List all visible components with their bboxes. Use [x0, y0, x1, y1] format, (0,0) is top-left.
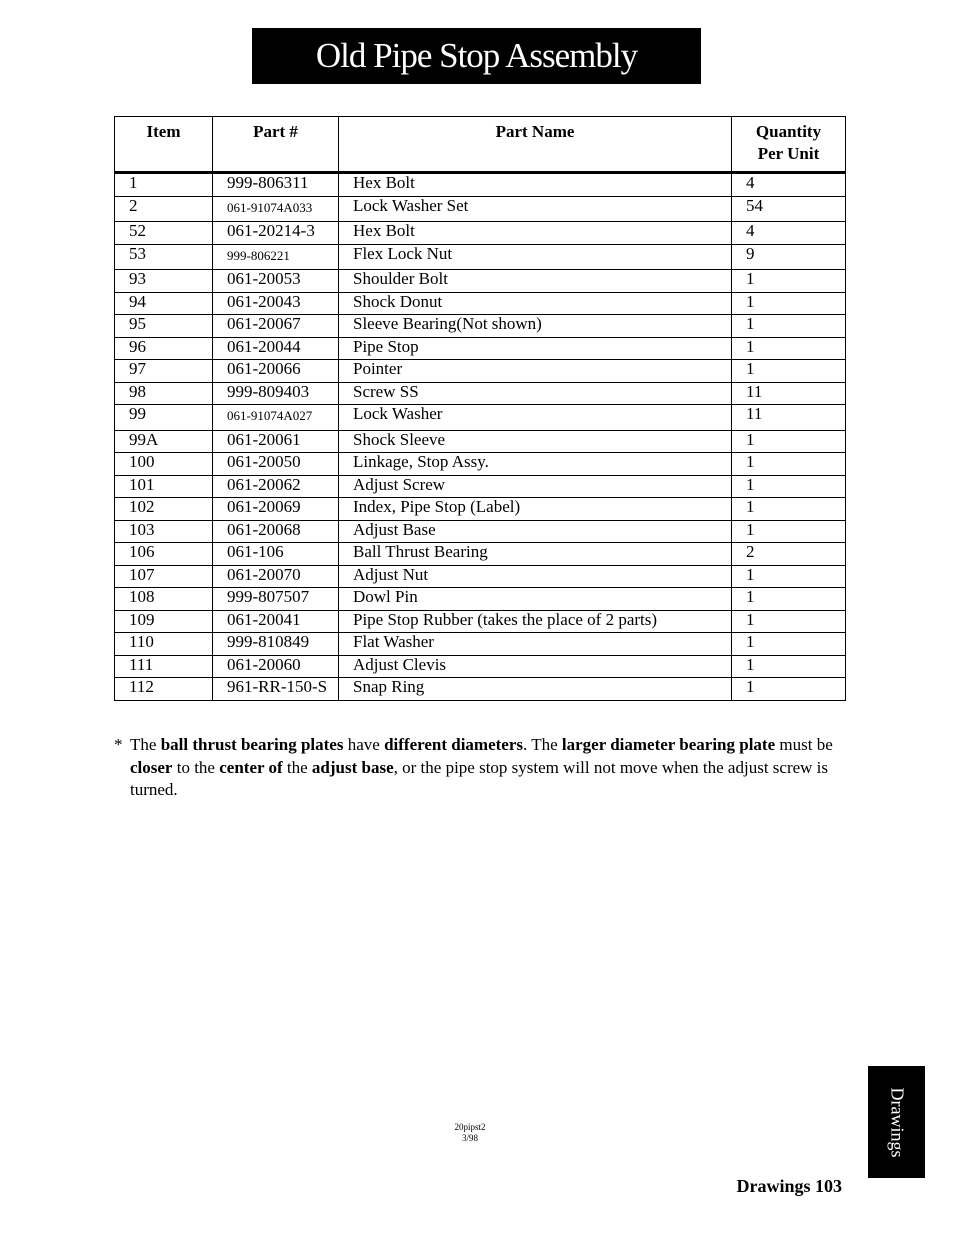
cell-quantity: 1	[732, 588, 846, 611]
table-row	[115, 196, 846, 222]
table-row	[115, 173, 846, 197]
section-tab[interactable]	[868, 1066, 925, 1178]
note-text	[114, 734, 834, 802]
table-row	[115, 678, 846, 701]
cell-part-number: 061-20067	[213, 315, 339, 338]
cell-quantity: 1	[732, 498, 846, 521]
cell-part-number: 061-20060	[213, 655, 339, 678]
cell-item: 95	[115, 315, 213, 338]
header-part-name: Part Name	[339, 117, 732, 173]
cell-item: 96	[115, 337, 213, 360]
cell-item: 101	[115, 475, 213, 498]
cell-part-number: 061-20066	[213, 360, 339, 383]
header-quantity-line1: Quantity	[755, 122, 822, 141]
cell-part-number: 061-20214-3	[213, 222, 339, 245]
table-header-row	[115, 117, 846, 173]
cell-part-name: Lock Washer	[339, 405, 732, 431]
note-emphasis: adjust base	[311, 757, 394, 777]
cell-part-number: 999-810849	[213, 633, 339, 656]
cell-quantity: 1	[732, 337, 846, 360]
cell-quantity: 1	[732, 475, 846, 498]
cell-part-name: Adjust Base	[339, 520, 732, 543]
header-item: Item	[115, 117, 213, 173]
table-row	[115, 430, 846, 453]
cell-part-number: 061-20043	[213, 292, 339, 315]
cell-item: 109	[115, 610, 213, 633]
cell-quantity: 1	[732, 633, 846, 656]
table-row	[115, 405, 846, 431]
note-text-part: the	[282, 757, 312, 777]
table-row	[115, 453, 846, 476]
cell-quantity: 1	[732, 565, 846, 588]
cell-item: 107	[115, 565, 213, 588]
header-part-number: Part #	[213, 117, 339, 173]
cell-quantity: 4	[732, 222, 846, 245]
cell-part-number: 061-20041	[213, 610, 339, 633]
cell-part-name: Adjust Screw	[339, 475, 732, 498]
cell-part-number: 999-809403	[213, 382, 339, 405]
cell-quantity: 1	[732, 430, 846, 453]
cell-part-name: Index, Pipe Stop (Label)	[339, 498, 732, 521]
section-tab-label: Drawings	[887, 1087, 907, 1157]
cell-part-name: Dowl Pin	[339, 588, 732, 611]
note-text-part: , or the pipe stop system will not move when the adjust screw is turned.	[130, 757, 829, 799]
table-row	[115, 360, 846, 383]
header-quantity-line2: Per Unit	[757, 144, 820, 163]
table-row	[115, 270, 846, 293]
note-asterisk: *	[114, 735, 123, 754]
cell-quantity: 54	[732, 196, 846, 222]
assembly-note	[114, 734, 834, 802]
table-row	[115, 244, 846, 270]
cell-part-number: 061-106	[213, 543, 339, 566]
cell-quantity: 1	[732, 655, 846, 678]
cell-part-name: Flex Lock Nut	[339, 244, 732, 270]
cell-quantity: 1	[732, 610, 846, 633]
cell-part-name: Hex Bolt	[339, 173, 732, 197]
cell-item: 1	[115, 173, 213, 197]
cell-part-number: 999-806311	[213, 173, 339, 197]
drawing-code-date: 3/98	[461, 1133, 478, 1143]
note-emphasis: ball thrust bearing plates	[160, 735, 344, 754]
table-row	[115, 222, 846, 245]
cell-part-number: 061-20044	[213, 337, 339, 360]
cell-part-number: 061-20068	[213, 520, 339, 543]
cell-part-name: Flat Washer	[339, 633, 732, 656]
drawing-code	[440, 1122, 500, 1144]
table-row	[115, 543, 846, 566]
note-text-part: The	[130, 735, 161, 754]
cell-item: 106	[115, 543, 213, 566]
cell-item: 102	[115, 498, 213, 521]
cell-part-name: Snap Ring	[339, 678, 732, 701]
cell-part-number: 061-20062	[213, 475, 339, 498]
parts-table	[114, 116, 846, 701]
cell-item: 99A	[115, 430, 213, 453]
cell-part-number: 061-91074A033	[213, 196, 339, 222]
cell-quantity: 1	[732, 360, 846, 383]
cell-item: 99	[115, 405, 213, 431]
cell-item: 53	[115, 244, 213, 270]
cell-part-name: Pipe Stop	[339, 337, 732, 360]
cell-quantity: 11	[732, 405, 846, 431]
table-row	[115, 633, 846, 656]
cell-item: 110	[115, 633, 213, 656]
cell-part-number: 061-20061	[213, 430, 339, 453]
note-emphasis: closer	[130, 757, 173, 777]
cell-quantity: 11	[732, 382, 846, 405]
cell-part-number: 999-806221	[213, 244, 339, 270]
cell-quantity: 1	[732, 292, 846, 315]
cell-item: 111	[115, 655, 213, 678]
table-row	[115, 655, 846, 678]
table-row	[115, 565, 846, 588]
cell-quantity: 4	[732, 173, 846, 197]
table-row	[115, 292, 846, 315]
cell-part-number: 961-RR-150-S	[213, 678, 339, 701]
table-row	[115, 498, 846, 521]
cell-item: 93	[115, 270, 213, 293]
note-text-part: . The	[523, 735, 562, 754]
cell-quantity: 2	[732, 543, 846, 566]
cell-item: 52	[115, 222, 213, 245]
note-text-part: have	[343, 735, 385, 754]
note-emphasis: center of	[219, 757, 283, 777]
cell-part-number: 061-91074A027	[213, 405, 339, 431]
cell-item: 94	[115, 292, 213, 315]
cell-part-name: Shock Sleeve	[339, 430, 732, 453]
cell-part-name: Sleeve Bearing(Not shown)	[339, 315, 732, 338]
cell-item: 103	[115, 520, 213, 543]
cell-part-name: Adjust Nut	[339, 565, 732, 588]
table-row	[115, 382, 846, 405]
cell-item: 112	[115, 678, 213, 701]
note-text-part: to the	[172, 757, 220, 777]
page-title-banner	[252, 28, 701, 84]
cell-quantity: 1	[732, 678, 846, 701]
note-emphasis: larger diameter bearing plate	[561, 735, 776, 754]
drawing-code-id: 20pipst2	[454, 1122, 486, 1132]
table-row	[115, 337, 846, 360]
cell-quantity: 9	[732, 244, 846, 270]
cell-part-name: Pointer	[339, 360, 732, 383]
cell-part-name: Pipe Stop Rubber (takes the place of 2 parts)	[339, 610, 732, 633]
note-emphasis: different diameters	[384, 735, 524, 754]
cell-part-name: Shock Donut	[339, 292, 732, 315]
cell-part-name: Screw SS	[339, 382, 732, 405]
cell-quantity: 1	[732, 315, 846, 338]
page-footer: Drawings 103	[736, 1176, 842, 1196]
page-title: Old Pipe Stop Assembly	[315, 36, 638, 75]
note-text-part: must be	[775, 735, 833, 754]
cell-part-name: Ball Thrust Bearing	[339, 543, 732, 566]
cell-part-number: 061-20070	[213, 565, 339, 588]
cell-part-number: 061-20069	[213, 498, 339, 521]
table-row	[115, 315, 846, 338]
table-row	[115, 610, 846, 633]
cell-part-name: Adjust Clevis	[339, 655, 732, 678]
cell-item: 97	[115, 360, 213, 383]
cell-item: 100	[115, 453, 213, 476]
table-row	[115, 588, 846, 611]
cell-part-number: 061-20053	[213, 270, 339, 293]
cell-part-name: Shoulder Bolt	[339, 270, 732, 293]
cell-item: 108	[115, 588, 213, 611]
cell-part-name: Hex Bolt	[339, 222, 732, 245]
cell-item: 98	[115, 382, 213, 405]
header-quantity	[732, 117, 846, 173]
table-row	[115, 475, 846, 498]
cell-part-name: Linkage, Stop Assy.	[339, 453, 732, 476]
cell-part-name: Lock Washer Set	[339, 196, 732, 222]
cell-quantity: 1	[732, 453, 846, 476]
cell-part-number: 061-20050	[213, 453, 339, 476]
cell-quantity: 1	[732, 520, 846, 543]
cell-part-number: 999-807507	[213, 588, 339, 611]
cell-quantity: 1	[732, 270, 846, 293]
table-row	[115, 520, 846, 543]
cell-item: 2	[115, 196, 213, 222]
